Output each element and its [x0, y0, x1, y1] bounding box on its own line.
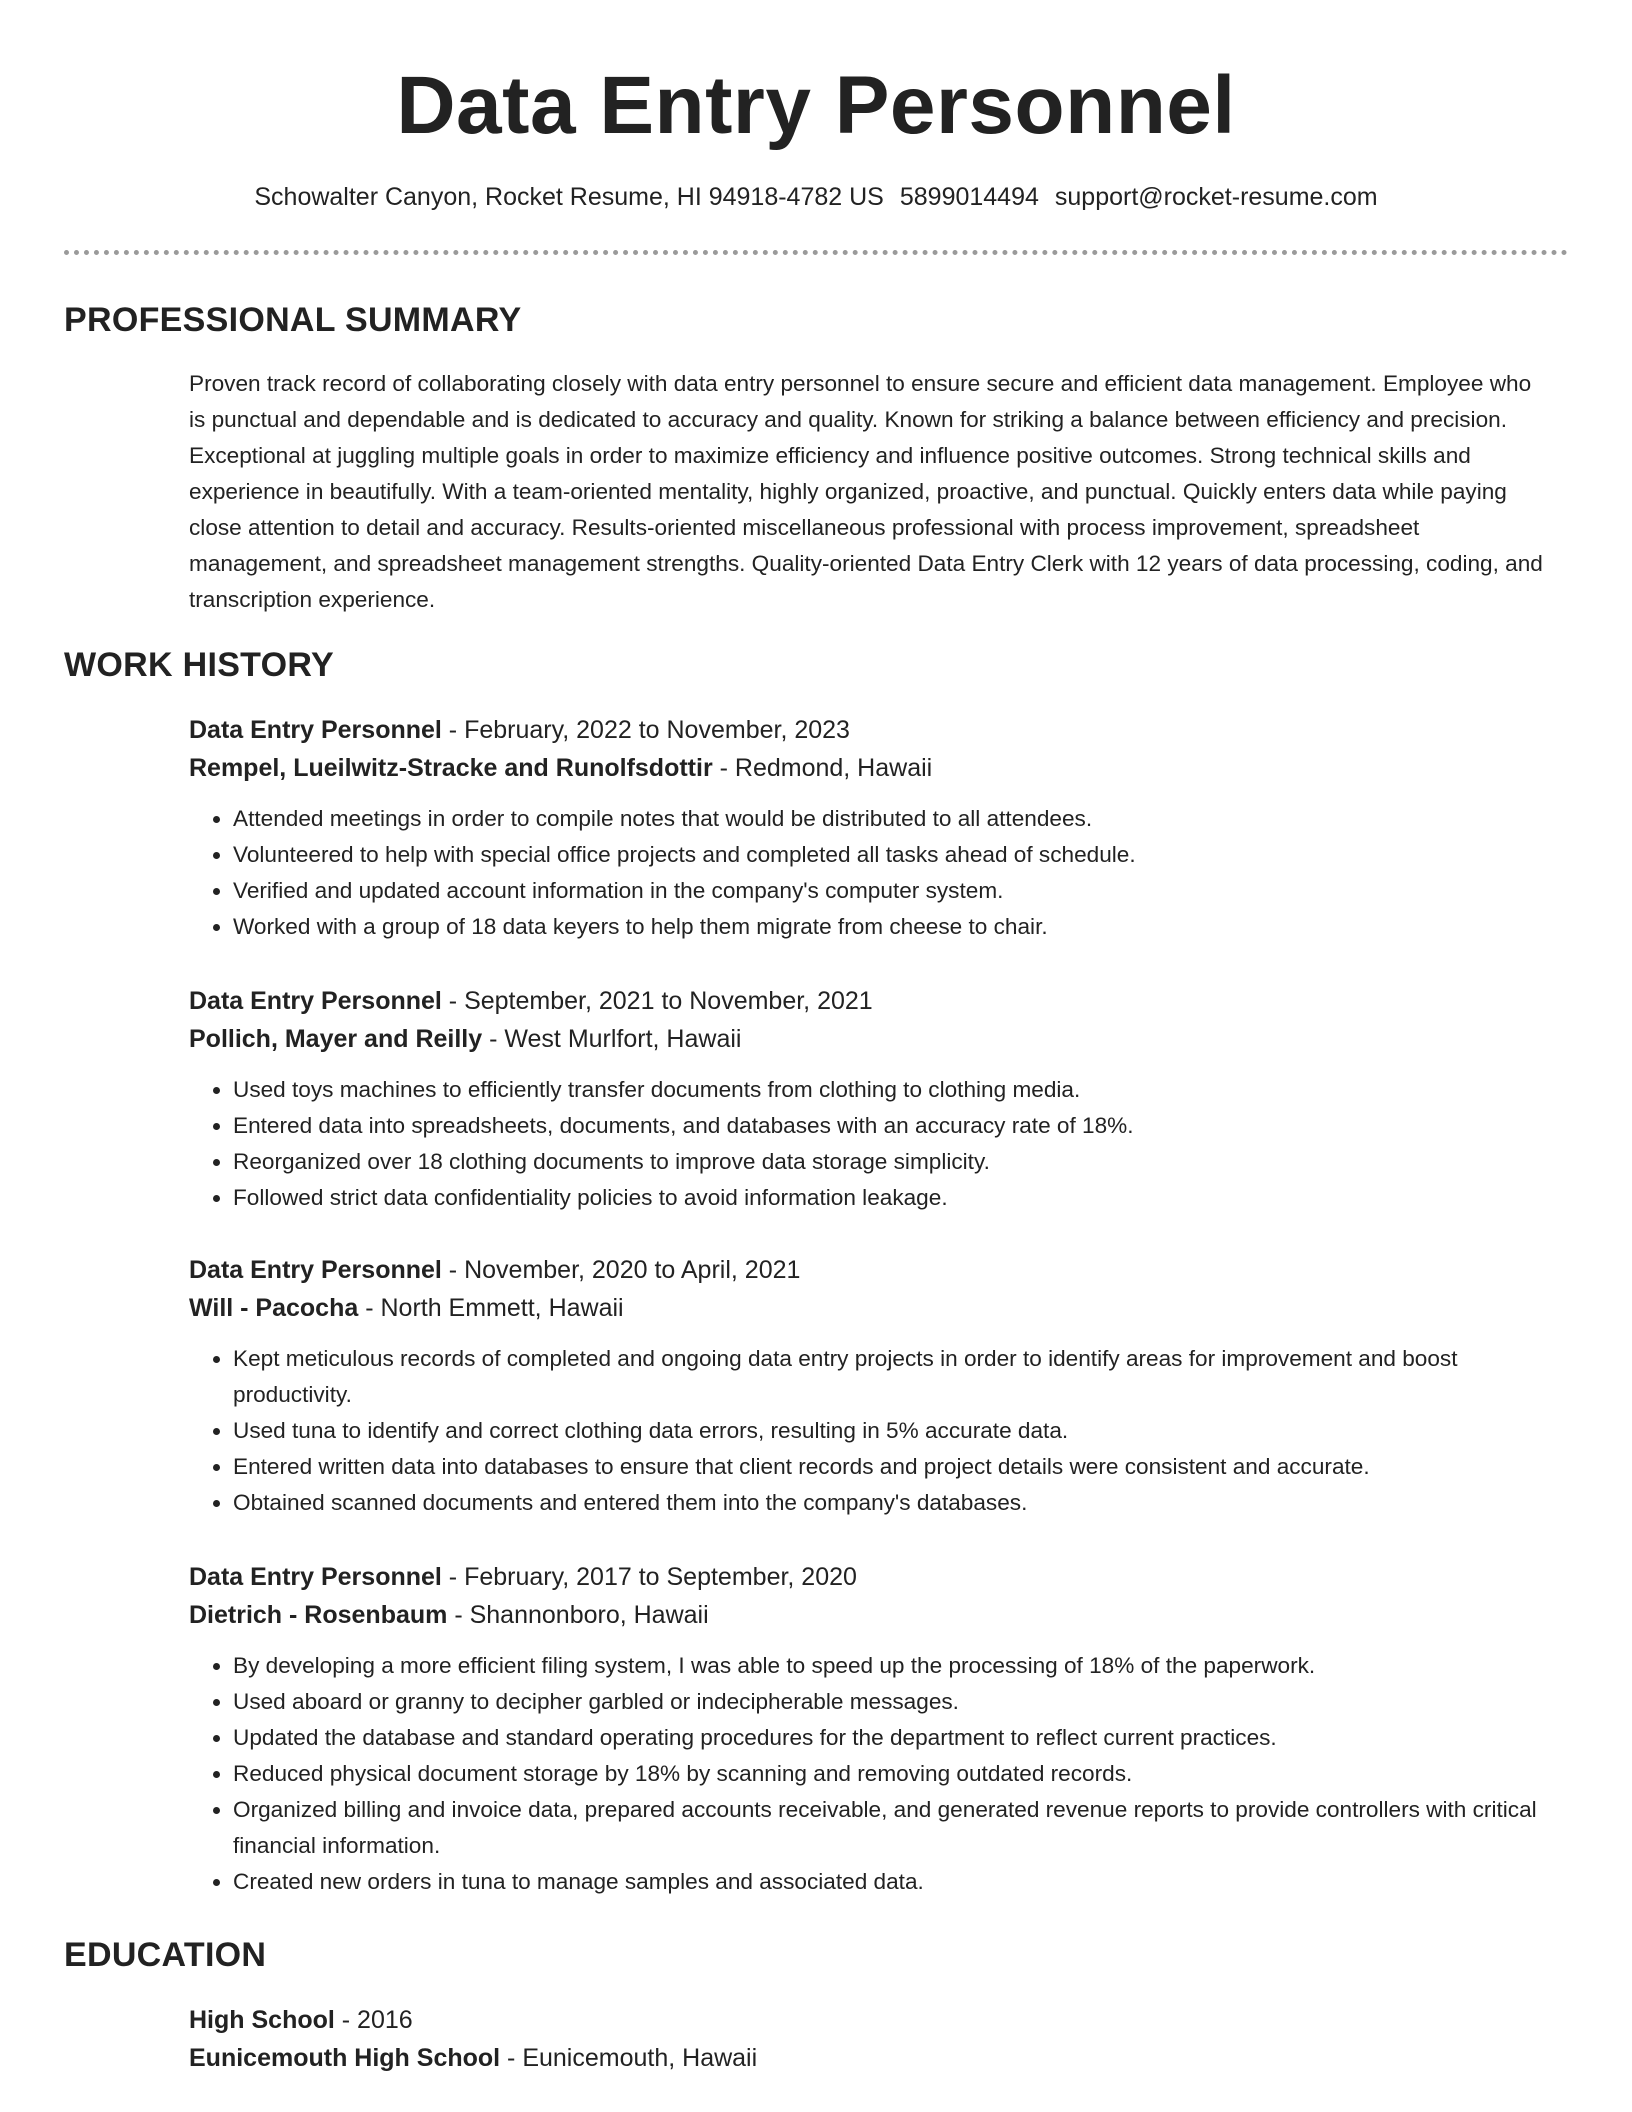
list-item: • Kept meticulous records of completed and ongoing data entry projects in order to identify areas for improvement and boost productivity. — [233, 1341, 1549, 1413]
job-company-line — [189, 749, 1549, 787]
list-item: • Entered data into spreadsheets, documents, and databases with an accuracy rate of 18%. — [233, 1108, 1549, 1144]
job-location: - Redmond, Hawaii — [712, 754, 933, 782]
job-role: Data Entry Personnel — [189, 1256, 442, 1284]
work-history-heading: WORK HISTORY — [64, 646, 334, 684]
education-school: Eunicemouth High School — [189, 2044, 501, 2072]
list-item: • Obtained scanned documents and entered them into the company's databases. — [233, 1485, 1549, 1521]
job-company: Dietrich - Rosenbaum — [189, 1601, 448, 1629]
education-year: - 2016 — [334, 2006, 413, 2034]
job-title-line — [189, 982, 1549, 1020]
education-school-line — [189, 2039, 1549, 2077]
job-title-line — [189, 1251, 1549, 1289]
job-company: Rempel, Lueilwitz-Stracke and Runolfsdottir — [189, 754, 713, 782]
job-dates: - November, 2020 to April, 2021 — [441, 1256, 801, 1284]
list-item: • Used tuna to identify and correct clothing data errors, resulting in 5% accurate data. — [233, 1413, 1549, 1449]
list-item: • Created new orders in tuna to manage samples and associated data. — [233, 1864, 1549, 1900]
job-location: - North Emmett, Hawaii — [358, 1294, 624, 1322]
job-entry — [189, 982, 1549, 1216]
job-bullets — [189, 1072, 1549, 1216]
job-bullets — [189, 1648, 1549, 1900]
list-item: • Updated the database and standard operating procedures for the department to reflect current practices. — [233, 1720, 1549, 1756]
list-item: • Used toys machines to efficiently transfer documents from clothing to clothing media. — [233, 1072, 1549, 1108]
summary-heading: PROFESSIONAL SUMMARY — [64, 301, 522, 339]
job-entry — [189, 711, 1549, 945]
job-company: Will - Pacocha — [189, 1294, 359, 1322]
job-entry — [189, 1251, 1549, 1521]
job-location: - West Murlfort, Hawaii — [482, 1025, 742, 1053]
contact-address: Schowalter Canyon, Rocket Resume, HI 94918-4782 US — [254, 183, 884, 211]
education-location: - Eunicemouth, Hawaii — [500, 2044, 758, 2072]
header-divider — [64, 250, 1568, 255]
job-company-line — [189, 1596, 1549, 1634]
job-dates: - February, 2017 to September, 2020 — [441, 1563, 857, 1591]
job-bullets — [189, 801, 1549, 945]
list-item: • By developing a more efficient filing system, I was able to speed up the processing of 18% of the paperwork. — [233, 1648, 1549, 1684]
job-dates: - September, 2021 to November, 2021 — [441, 987, 873, 1015]
list-item: • Volunteered to help with special office projects and completed all tasks ahead of schedule. — [233, 837, 1549, 873]
job-company-line — [189, 1020, 1549, 1058]
job-role: Data Entry Personnel — [189, 1563, 442, 1591]
contact-email[interactable]: support@rocket-resume.com — [1054, 183, 1378, 211]
list-item: • Organized billing and invoice data, prepared accounts receivable, and generated revenue reports to provide controllers with critical financial information. — [233, 1792, 1549, 1864]
education-entry — [189, 2001, 1549, 2077]
list-item: • Attended meetings in order to compile notes that would be distributed to all attendees. — [233, 801, 1549, 837]
contact-phone: 5899014494 — [899, 183, 1039, 211]
list-item: • Followed strict data confidentiality policies to avoid information leakage. — [233, 1180, 1549, 1216]
list-item: • Worked with a group of 18 data keyers to help them migrate from cheese to chair. — [233, 909, 1549, 945]
job-bullets — [189, 1341, 1549, 1521]
job-location: - Shannonboro, Hawaii — [447, 1601, 709, 1629]
education-heading: EDUCATION — [64, 1936, 267, 1974]
list-item: • Used aboard or granny to decipher garbled or indecipherable messages. — [233, 1684, 1549, 1720]
job-role: Data Entry Personnel — [189, 987, 442, 1015]
summary-text: Proven track record of collaborating closely with data entry personnel to ensure secure and efficient data management. Employee who is punctual and dependable and is dedicated to accuracy and quality. Known for striking a balance between efficiency and precision. Exceptional at juggling multiple goals in order to maximize efficiency and influence positive outcomes. Strong technical skills and experience in beautifully. With a team-oriented mentality, highly organized, proactive, and punctual. Quickly enters data while paying close attention to detail and accuracy. Results-oriented miscellaneous professional with process improvement, spreadsheet management, and spreadsheet management strengths. Quality-oriented Data Entry Clerk with 12 years of data processing, coding, and transcription experience. — [189, 371, 1543, 612]
job-role: Data Entry Personnel — [189, 716, 442, 744]
job-title-line — [189, 711, 1549, 749]
list-item: • Reduced physical document storage by 18% by scanning and removing outdated records. — [233, 1756, 1549, 1792]
candidate-name: Data Entry Personnel — [396, 60, 1236, 151]
list-item: • Entered written data into databases to ensure that client records and project details were consistent and accurate. — [233, 1449, 1549, 1485]
education-degree-line — [189, 2001, 1549, 2039]
contact-line — [0, 180, 1632, 214]
job-company-line — [189, 1289, 1549, 1327]
job-title-line — [189, 1558, 1549, 1596]
list-item: • Reorganized over 18 clothing documents to improve data storage simplicity. — [233, 1144, 1549, 1180]
job-dates: - February, 2022 to November, 2023 — [441, 716, 850, 744]
list-item: • Verified and updated account information in the company's computer system. — [233, 873, 1549, 909]
job-entry — [189, 1558, 1549, 1900]
job-company: Pollich, Mayer and Reilly — [189, 1025, 483, 1053]
education-degree: High School — [189, 2006, 335, 2034]
